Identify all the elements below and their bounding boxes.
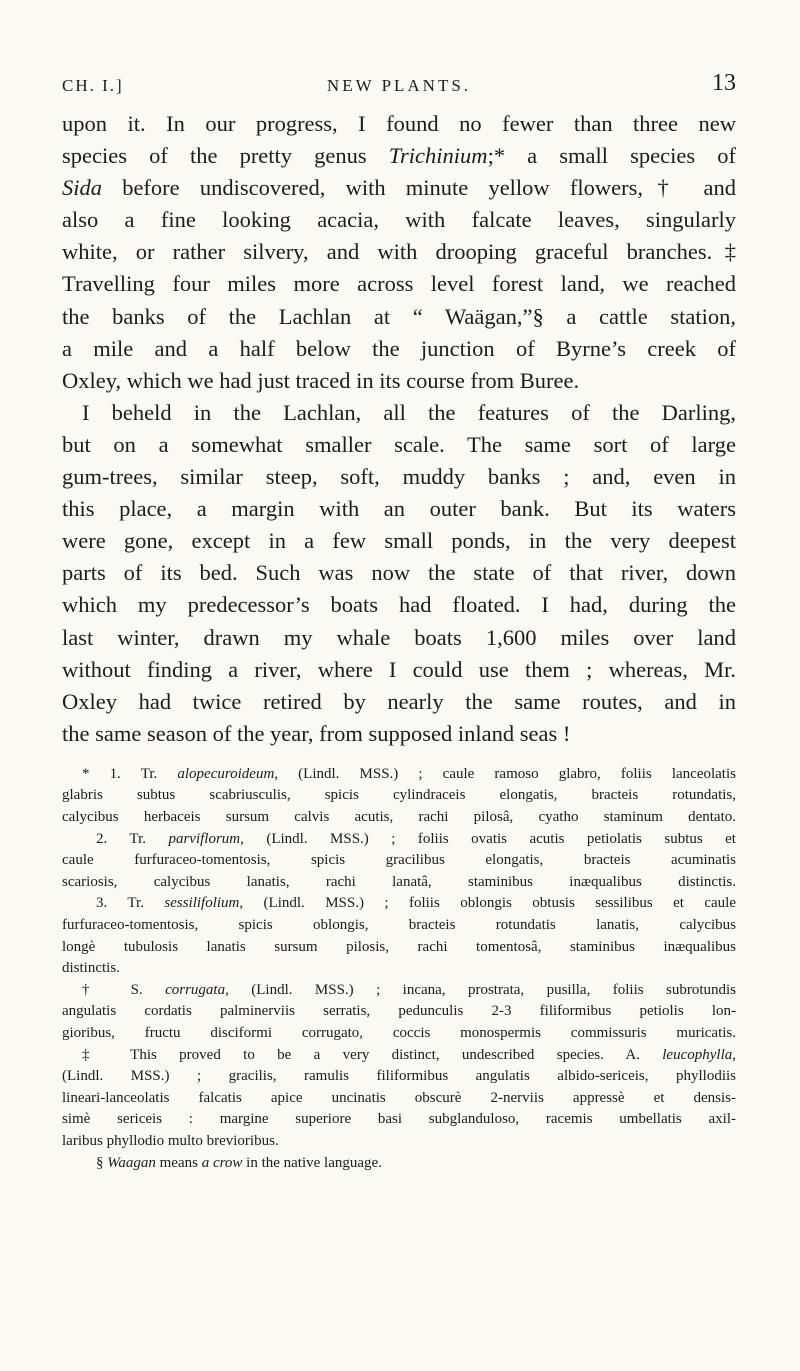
footnote-line: † S. corrugata, (Lindl. MSS.) ; incana, prostrata, pusilla, foliis subrotundis [82,981,736,998]
text-line: Travelling four miles more across level forest land, we reached [62,271,736,297]
main-text [62,108,736,750]
text-line: Sida before undiscovered, with minute yellow flowers,† and [62,175,736,201]
footnote-line: scariosis, calycibus lanatis, rachi lanatâ, staminibus inæqualibus distinctis. [62,873,736,890]
text-line: gum-trees, similar steep, soft, muddy banks ; and, even in [62,464,736,490]
text-line: white, or rather silvery, and with drooping graceful branches.‡ [62,239,736,265]
footnote-line: caule furfuraceo-tomentosis, spicis gracilibus elongatis, bracteis acuminatis [62,852,736,869]
footnote-line: simè sericeis : margine superiore basi subglanduloso, racemis umbellatis axil- [62,1111,736,1128]
text-line: a mile and a half below the junction of Byrne’s creek of [62,335,736,361]
footnote-line: furfuraceo-tomentosis, spicis oblongis, bracteis rotundatis lanatis, calycibus [62,917,736,934]
footnote-line: calycibus herbaceis sursum calvis acutis, rachi pilosâ, cyatho staminum dentato. [62,809,736,826]
page-heading: NEW PLANTS. [326,76,472,95]
chapter-label: CH. I.] [62,76,124,95]
footnote-line: laribus phyllodio multo brevioribus. [62,1132,279,1149]
text-line: without finding a river, where I could use them ; whereas, Mr. [62,656,736,682]
text-line: I beheld in the Lachlan, all the features of the Darling, [82,399,736,425]
footnote-line: * 1. Tr. alopecuroideum, (Lindl. MSS.) ; caule ramoso glabro, foliis lanceolatis [82,765,736,782]
running-head [62,70,736,106]
text-line: Oxley, which we had just traced in its course from Buree. [62,367,580,393]
footnote-line: glabris subtus scabriusculis, spicis cylindraceis elongatis, bracteis rotundatis, [62,787,736,804]
footnote-line: longè tubulosis lanatis sursum pilosis, rachi tomentosâ, staminibus inæqualibus [62,938,736,955]
text-line: but on a somewhat smaller scale. The same sort of large [62,431,736,457]
text-line: the banks of the Lachlan at “ Waägan,”§ a cattle station, [62,303,736,329]
text-line: last winter, drawn my whale boats 1,600 miles over land [62,624,736,650]
text-line: the same season of the year, from supposed inland seas ! [62,720,571,746]
footnote-line: 2. Tr. parviflorum, (Lindl. MSS.) ; foliis ovatis acutis petiolatis subtus et [96,830,736,847]
footnote-line: § Waagan means a crow in the native language. [96,1154,382,1171]
text-line: Oxley had twice retired by nearly the same routes, and in [62,688,736,714]
footnote-line: ‡ This proved to be a very distinct, undescribed species. A. leucophylla, [82,1046,736,1063]
footnote-line: (Lindl. MSS.) ; gracilis, ramulis filiformibus angulatis albido-sericeis, phyllodiis [62,1068,736,1085]
footnote-line: lineari-lanceolatis falcatis apice uncinatis obscurè 2-nerviis appressè et densis- [62,1089,736,1106]
footnotes [62,764,736,1174]
footnote-line: gioribus, fructu disciformi corrugato, coccis monospermis commissuris muricatis. [62,1025,736,1041]
text-line: which my predecessor’s boats had floated. I had, during the [62,592,736,618]
text-line: upon it. In our progress, I found no fewer than three new [62,111,736,136]
text-line: also a fine looking acacia, with falcate leaves, singularly [62,207,736,233]
text-line: species of the pretty genus Trichinium;* a small species of [62,143,736,169]
text-line: were gone, except in a few small ponds, in the very deepest [62,528,736,554]
text-line: parts of its bed. Such was now the state of that river, down [62,560,736,586]
footnote-line: angulatis cordatis palminerviis serratis, pedunculis 2-3 filiformibus petiolis lon- [62,1003,736,1020]
footnote-line: 3. Tr. sessilifolium, (Lindl. MSS.) ; foliis oblongis obtusis sessilibus et caule [96,895,736,912]
page-number: 13 [712,70,736,96]
book-page [62,70,736,1174]
text-line: this place, a margin with an outer bank. But its waters [62,496,736,522]
footnote-line: distinctis. [62,960,120,977]
